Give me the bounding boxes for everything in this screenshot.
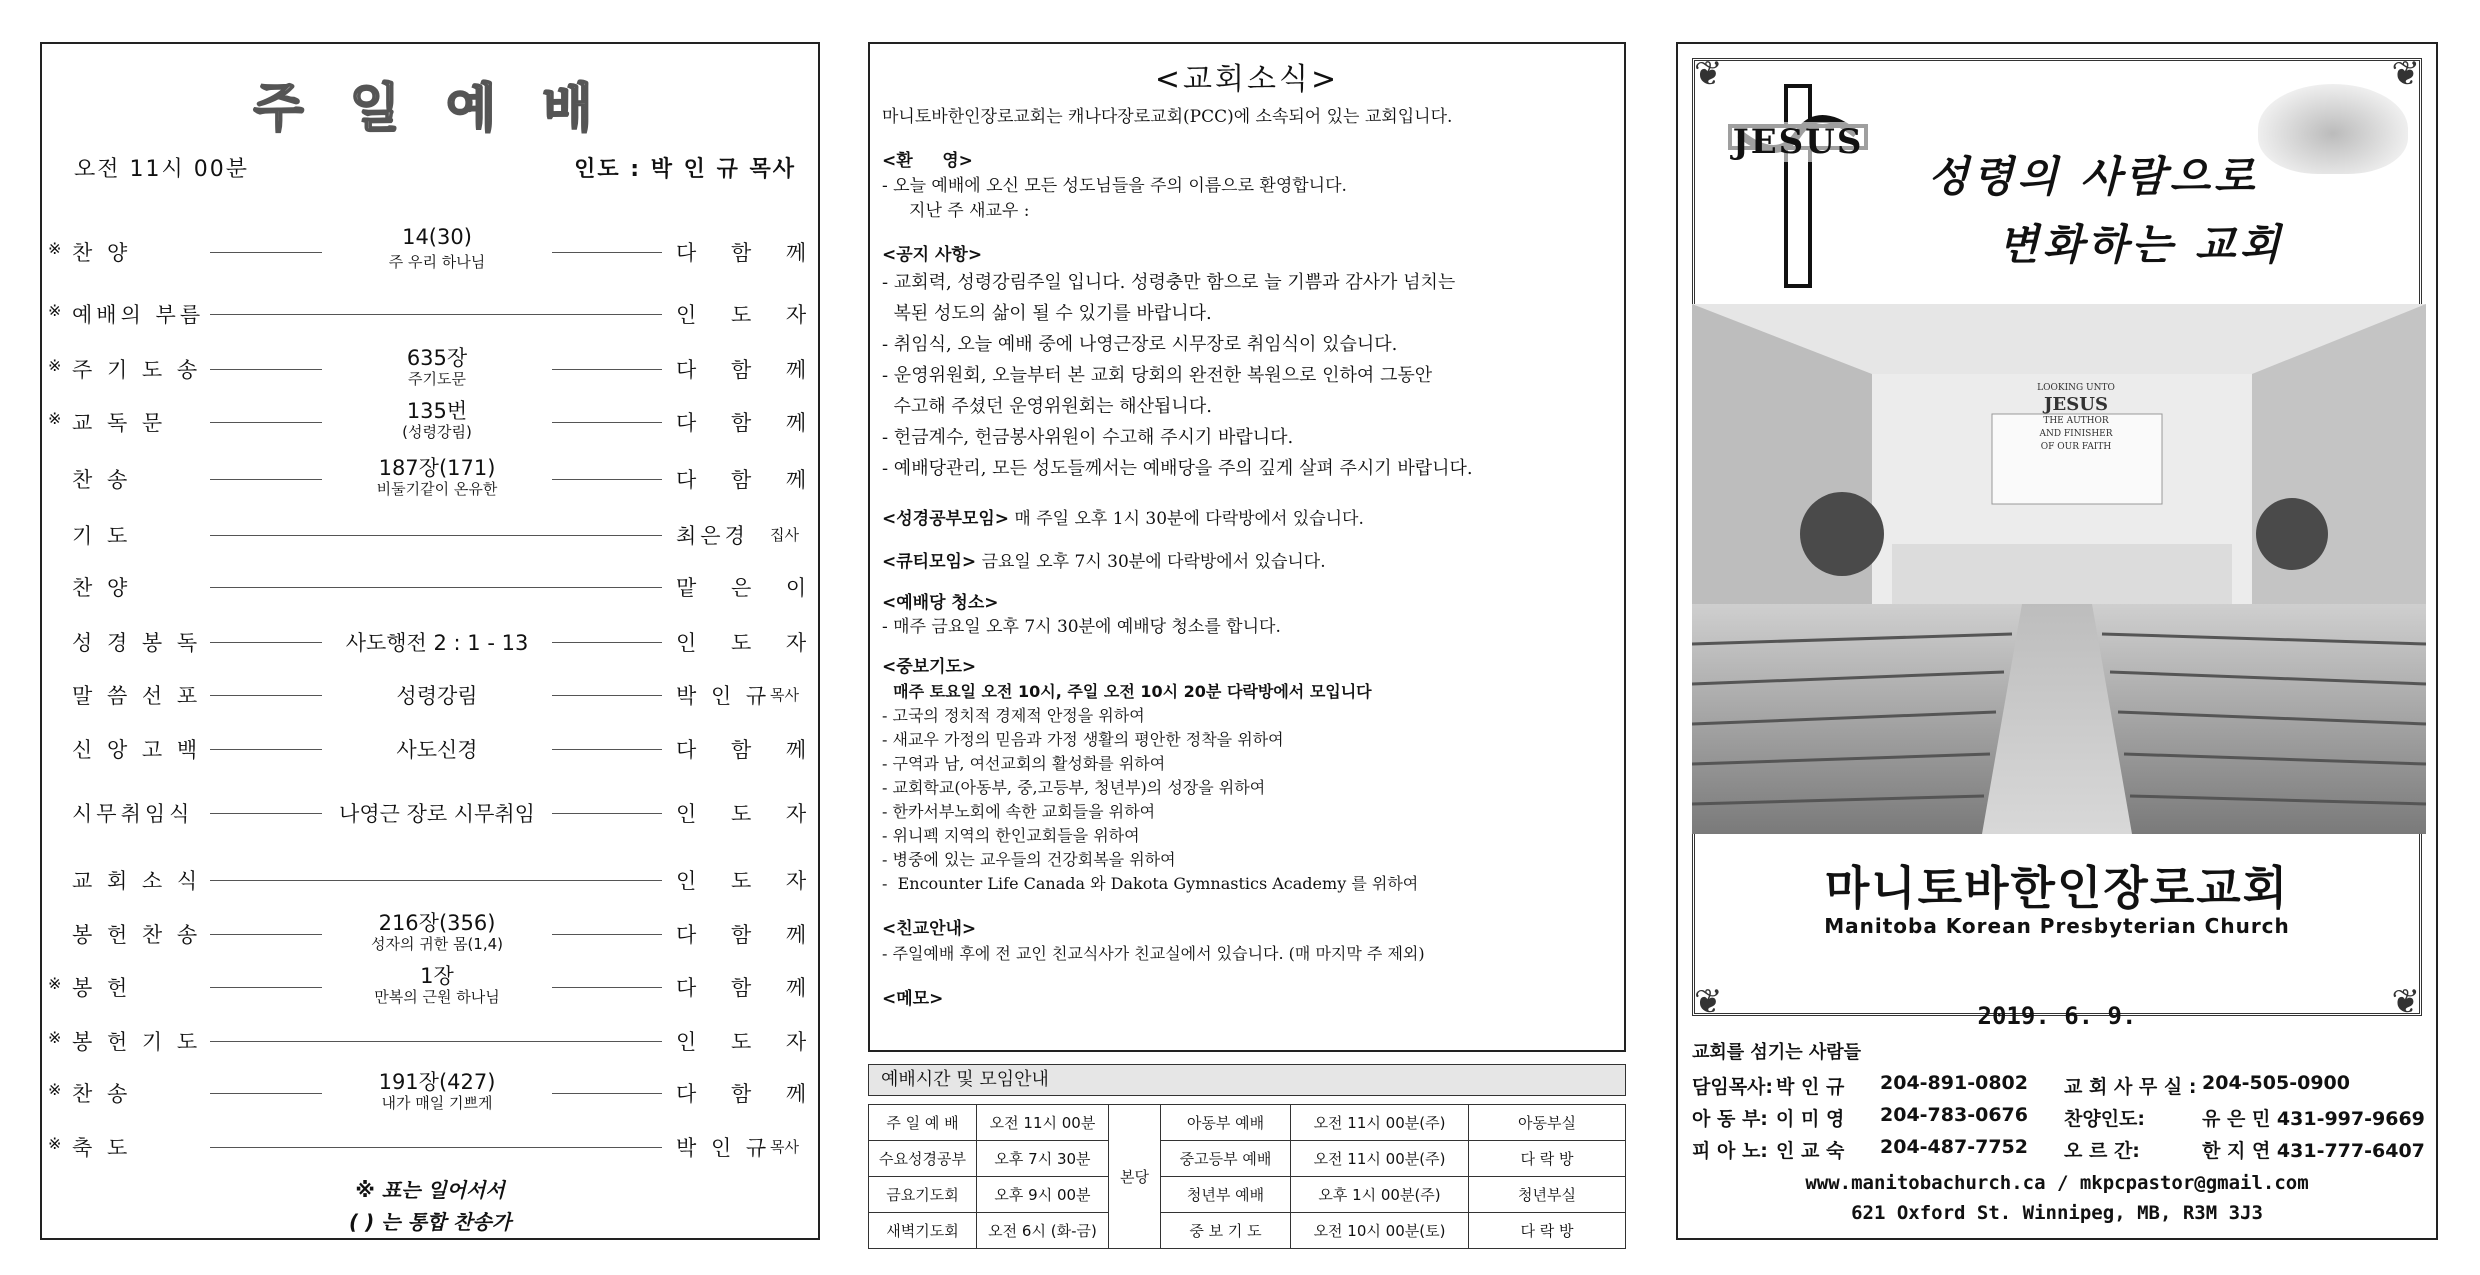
order-person: 인 도 자 — [676, 1030, 821, 1054]
prayer-schedule: 매주 토요일 오전 10시, 주일 오전 10시 20분 다락방에서 모입니다 — [882, 682, 1372, 701]
schedule-place: 다 락 방 — [1469, 1141, 1626, 1177]
prayer-item: - 새교우 가정의 믿음과 가정 생활의 평안한 정착을 위하여 — [882, 730, 1284, 749]
schedule-event: 수요성경공부 — [869, 1141, 977, 1177]
new-members-line: 지난 주 새교우 : — [882, 201, 1030, 221]
staff-name: 박 인 규 — [1776, 1076, 1845, 1098]
order-row — [42, 1016, 822, 1066]
welcome-heading: <환 영> — [882, 151, 973, 171]
order-row — [42, 289, 822, 339]
hymnal-note: ( ) 는 통합 찬송가 — [348, 1210, 512, 1234]
prayer-item: - 위니펙 지역의 한인교회들을 위하여 — [882, 826, 1140, 845]
schedule-title-box — [868, 1064, 1626, 1096]
order-label: 말 씀 선 포 — [72, 684, 202, 708]
order-row — [42, 397, 822, 447]
order-person: 박 인 규 — [676, 684, 771, 708]
worship-order-panel — [40, 42, 820, 1240]
order-person: 인 도 자 — [676, 631, 821, 655]
order-label: 주 기 도 송 — [72, 358, 202, 382]
order-label: 교 독 문 — [72, 411, 167, 435]
church-news-panel — [868, 42, 1626, 1052]
notice-heading: <공지 사항> — [882, 245, 983, 265]
order-content: 216장(356) — [378, 911, 496, 935]
order-person: 다 함 께 — [676, 411, 821, 435]
order-row — [42, 962, 822, 1012]
order-person: 최은경 — [676, 524, 749, 548]
order-person: 다 함 께 — [676, 976, 821, 1000]
memo-heading: <메모> — [882, 989, 944, 1009]
leader-line — [210, 535, 662, 536]
schedule-time: 오전 11시 00분(주) — [1291, 1105, 1469, 1141]
staff-role: 교 회 사 무 실 : — [2064, 1076, 2197, 1098]
schedule-event: 주 일 예 배 — [869, 1105, 977, 1141]
bible-study-line: <성경공부모임> 매 주일 오후 1시 30분에 다락방에서 있습니다. — [882, 509, 1364, 529]
order-label: 성 경 봉 독 — [72, 631, 202, 655]
order-person: 다 함 께 — [676, 468, 821, 492]
order-label: 기 도 — [72, 524, 132, 548]
order-person: 다 함 께 — [676, 923, 821, 947]
news-title: <교회소식> — [1154, 62, 1340, 97]
leader-line — [210, 1147, 662, 1148]
leader-line — [210, 880, 662, 881]
news-intro: 마니토바한인장로교회는 캐나다장로교회(PCC)에 소속되어 있는 교회입니다. — [882, 107, 1453, 127]
order-subtitle: 내가 매일 기쁘게 — [381, 1094, 493, 1112]
order-person-title: 목사 — [770, 686, 799, 704]
order-label: 봉 헌 찬 송 — [72, 923, 202, 947]
leader-line — [552, 642, 662, 643]
praying-hands-icon — [2258, 84, 2408, 174]
leader-line — [210, 695, 322, 696]
staff-role: 피 아 노: — [1692, 1140, 1768, 1162]
standing-mark: ※ — [48, 239, 64, 258]
leader-line — [210, 642, 322, 643]
ornament-corner-icon: ❦ — [2391, 982, 2420, 1022]
order-content: 635장 — [406, 346, 468, 370]
order-person: 다 함 께 — [676, 358, 821, 382]
order-label: 찬 양 — [72, 241, 132, 265]
schedule-row — [869, 1177, 1626, 1213]
order-label: 찬 송 — [72, 468, 132, 492]
standing-mark: ※ — [48, 301, 64, 320]
order-row — [42, 510, 822, 560]
staff-phone: 유 은 민 431-997-9669 — [2202, 1108, 2425, 1130]
qt-line: <큐티모임> 금요일 오후 7시 30분에 다락방에서 있습니다. — [882, 552, 1326, 572]
standing-note: ※ 표는 일어서서 — [355, 1178, 505, 1202]
cleaning-heading: <예배당 청소> — [882, 593, 999, 613]
ornament-corner-icon: ❦ — [1694, 54, 1723, 94]
worship-leader: 인도 : 박 인 규 목사 — [574, 157, 796, 182]
schedule-event: 새벽기도회 — [869, 1213, 977, 1249]
schedule-event: 청년부 예배 — [1161, 1177, 1291, 1213]
schedule-time: 오후 9시 00분 — [977, 1177, 1109, 1213]
order-row — [42, 855, 822, 905]
order-row — [42, 454, 822, 504]
staff-role: 찬양인도: — [2064, 1108, 2146, 1130]
order-label: 봉 헌 — [72, 976, 132, 1000]
order-label: 시무취임식 — [72, 802, 194, 826]
order-row — [42, 724, 822, 774]
order-label: 예배의 부름 — [72, 303, 205, 327]
order-row — [42, 617, 822, 667]
order-content: 135번 — [406, 399, 468, 423]
schedule-event: 아동부 예배 — [1161, 1105, 1291, 1141]
staff-title: 교회를 섬기는 사람들 — [1692, 1042, 1862, 1063]
worship-title: 주 일 예 배 — [253, 79, 607, 139]
cleaning-line: - 매주 금요일 오후 7시 30분에 예배당 청소를 합니다. — [882, 617, 1281, 637]
order-label: 축 도 — [72, 1136, 132, 1160]
schedule-table — [868, 1104, 1626, 1249]
order-person-title: 목사 — [770, 1138, 799, 1156]
cover-panel — [1676, 42, 2438, 1240]
order-row — [42, 1122, 822, 1172]
schedule-event: 중고등부 예배 — [1161, 1141, 1291, 1177]
order-person-title: 집사 — [770, 526, 799, 544]
order-content: 1장 — [420, 964, 454, 988]
standing-mark: ※ — [48, 1080, 64, 1099]
schedule-time: 오전 10시 00분(토) — [1291, 1213, 1469, 1249]
order-person: 맡 은 이 — [676, 576, 821, 600]
notice-line: 복된 성도의 삶이 될 수 있기를 바랍니다. — [882, 303, 1212, 324]
schedule-time: 오후 7시 30분 — [977, 1141, 1109, 1177]
church-name-korean: 마니토바한인장로교회 — [1824, 861, 2290, 915]
order-subtitle: 성자의 귀한 몸(1,4) — [370, 935, 504, 953]
leader-line — [210, 314, 662, 315]
order-label: 봉 헌 기 도 — [72, 1030, 202, 1054]
standing-mark: ※ — [48, 409, 64, 428]
staff-role: 오 르 간: — [2064, 1140, 2140, 1162]
schedule-place: 다 락 방 — [1469, 1213, 1626, 1249]
leader-line — [552, 813, 662, 814]
order-content: 14(30) — [402, 225, 472, 249]
schedule-place-main: 본당 — [1109, 1105, 1161, 1249]
schedule-row — [869, 1213, 1626, 1249]
order-content: 사도신경 — [396, 738, 478, 762]
order-person: 인 도 자 — [676, 869, 821, 893]
leader-line — [552, 695, 662, 696]
schedule-time: 오후 1시 00분(주) — [1291, 1177, 1469, 1213]
staff-role: 아 동 부: — [1692, 1108, 1768, 1130]
church-address: 621 Oxford St. Winnipeg, MB, R3M 3J3 — [1851, 1202, 2263, 1224]
order-person: 인 도 자 — [676, 802, 821, 826]
staff-phone: 204-505-0900 — [2202, 1072, 2350, 1094]
order-subtitle: (성령강림) — [402, 423, 472, 441]
leader-line — [210, 813, 322, 814]
bulletin-date: 2019. 6. 9. — [1977, 1002, 2137, 1030]
welcome-line: - 오늘 예배에 오신 모든 성도님들을 주의 이름으로 환영합니다. — [882, 176, 1347, 196]
order-person: 다 함 께 — [676, 241, 821, 265]
schedule-place: 아동부실 — [1469, 1105, 1626, 1141]
prayer-item: - 구역과 남, 여선교회의 활성화를 위하여 — [882, 754, 1166, 773]
staff-phone: 한 지 연 431-777-6407 — [2202, 1140, 2425, 1162]
staff-phone: 204-891-0802 — [1880, 1072, 2028, 1094]
order-row — [42, 344, 822, 394]
schedule-event: 중 보 기 도 — [1161, 1213, 1291, 1249]
order-person: 박 인 규 — [676, 1136, 771, 1160]
leader-line — [210, 749, 322, 750]
schedule-time: 오전 11시 00분 — [977, 1105, 1109, 1141]
leader-line — [552, 749, 662, 750]
prayer-item: - 고국의 정치적 경제적 안정을 위하여 — [882, 706, 1145, 725]
order-row — [42, 909, 822, 959]
order-label: 교 회 소 식 — [72, 869, 202, 893]
order-label: 찬 양 — [72, 576, 132, 600]
order-label: 신 앙 고 백 — [72, 738, 202, 762]
schedule-title: 예배시간 및 모임안내 — [881, 1069, 1049, 1090]
notice-line: - 취임식, 오늘 예배 중에 나영근장로 시무장로 취임식이 있습니다. — [882, 334, 1398, 355]
order-row — [42, 562, 822, 612]
notice-line: - 운영위원회, 오늘부터 본 교회 당회의 완전한 복원으로 인하여 그동안 — [882, 365, 1433, 386]
fellowship-line: - 주일예배 후에 전 교인 친교식사가 친교실에서 있습니다. (매 마지막 주 제외) — [882, 944, 1425, 963]
website-email: www.manitobachurch.ca / mkpcpastor@gmail.com — [1805, 1172, 2309, 1194]
sanctuary-sign: LOOKING UNTO JESUS THE AUTHOR AND FINISHER OF OUR FAITH — [2037, 383, 2115, 452]
schedule-row — [869, 1141, 1626, 1177]
leader-line — [210, 587, 662, 588]
order-content: 사도행전 2 : 1 - 13 — [345, 631, 529, 655]
notice-line: 수고해 주셨던 운영위원회는 해산됩니다. — [882, 396, 1212, 417]
jesus-logo-text: JESUS — [1718, 122, 1878, 162]
order-person: 인 도 자 — [676, 303, 821, 327]
staff-phone: 204-487-7752 — [1880, 1136, 2028, 1158]
slogan-line-1: 성령의 사람으로 — [1928, 152, 2259, 201]
schedule-row — [869, 1105, 1626, 1141]
order-subtitle: 비둘기같이 온유한 — [376, 480, 498, 498]
order-content: 191장(427) — [378, 1070, 496, 1094]
order-person: 다 함 께 — [676, 1082, 821, 1106]
ornament-corner-icon: ❦ — [1694, 982, 1723, 1022]
cross-icon — [1718, 74, 1878, 294]
order-subtitle: 주 우리 하나님 — [388, 253, 486, 271]
order-row — [42, 788, 822, 838]
order-row — [42, 1068, 822, 1118]
order-person: 다 함 께 — [676, 738, 821, 762]
order-row — [42, 670, 822, 720]
order-subtitle: 만복의 근원 하나님 — [374, 988, 500, 1006]
order-content: 187장(171) — [378, 456, 496, 480]
staff-role: 담임목사: — [1692, 1076, 1774, 1098]
schedule-time: 오전 11시 00분(주) — [1291, 1141, 1469, 1177]
order-content: 나영근 장로 시무취임 — [339, 802, 535, 826]
worship-time: 오전 11시 00분 — [74, 157, 249, 182]
ornament-corner-icon: ❦ — [2391, 54, 2420, 94]
fellowship-heading: <친교안내> — [882, 919, 977, 939]
schedule-section — [868, 1064, 1626, 1240]
standing-mark: ※ — [48, 1028, 64, 1047]
leader-line — [210, 1041, 662, 1042]
schedule-place: 청년부실 — [1469, 1177, 1626, 1213]
prayer-item: - 병중에 있는 교우들의 건강회복을 위하여 — [882, 850, 1176, 869]
order-row — [42, 227, 822, 277]
slogan-line-2: 변화하는 교회 — [1998, 220, 2285, 269]
notice-line: - 헌금계수, 헌금봉사위원이 수고해 주시기 바랍니다. — [882, 427, 1294, 448]
notice-line: - 교회력, 성령강림주일 입니다. 성령충만 함으로 늘 기쁨과 감사가 넘치는 — [882, 272, 1456, 293]
prayer-heading: <중보기도> — [882, 657, 977, 677]
standing-mark: ※ — [48, 1134, 64, 1153]
order-subtitle: 주기도문 — [408, 370, 466, 388]
schedule-event: 금요기도회 — [869, 1177, 977, 1213]
staff-name: 이 미 영 — [1776, 1108, 1845, 1130]
order-content: 성령강림 — [396, 684, 478, 708]
notice-line: - 예배당관리, 모든 성도들께서는 예배당을 주의 깊게 살펴 주시기 바랍니다. — [882, 458, 1473, 479]
standing-mark: ※ — [48, 356, 64, 375]
prayer-item: - 교회학교(아동부, 중,고등부, 청년부)의 성장을 위하여 — [882, 778, 1266, 797]
prayer-item: - Encounter Life Canada 와 Dakota Gymnastics Academy 를 위하여 — [882, 874, 1419, 893]
staff-phone: 204-783-0676 — [1880, 1104, 2028, 1126]
order-label: 찬 송 — [72, 1082, 132, 1106]
church-name-english: Manitoba Korean Presbyterian Church — [1824, 914, 2290, 938]
standing-mark: ※ — [48, 974, 64, 993]
staff-name: 인 교 숙 — [1776, 1140, 1845, 1162]
prayer-item: - 한카서부노회에 속한 교회들을 위하여 — [882, 802, 1156, 821]
schedule-time: 오전 6시 (화-금) — [977, 1213, 1109, 1249]
